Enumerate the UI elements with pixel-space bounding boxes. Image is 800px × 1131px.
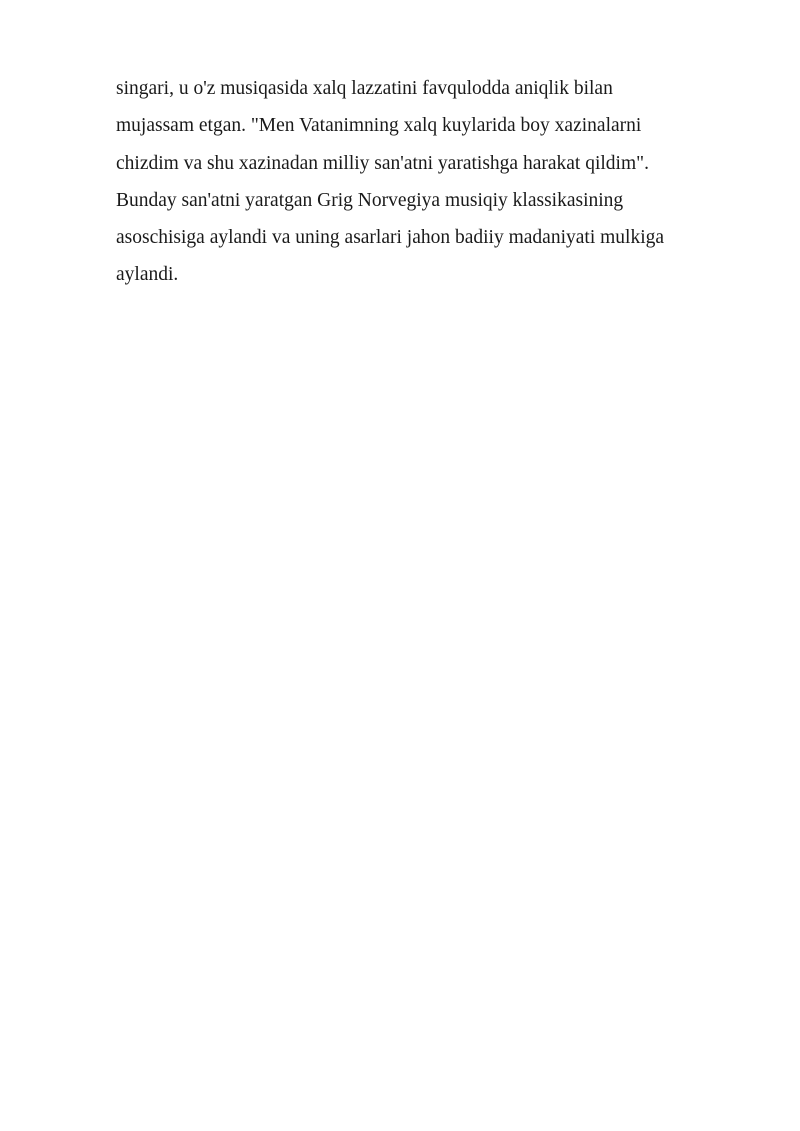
paragraph-line: aylandi. bbox=[116, 264, 179, 286]
paragraph-line: singari, u o'z musiqasida xalq lazzatini favqulodda aniqlik bilan bbox=[116, 78, 613, 99]
paragraph-line: asoschisiga aylandi va uning asarlari jahon badiiy madaniyati mulkiga bbox=[116, 227, 665, 249]
paragraph-line: mujassam etgan. "Men Vatanimning xalq kuylarida boy xazinalarni bbox=[116, 115, 642, 137]
paragraph-line: Bunday san'atni yaratgan Grig Norvegiya musiqiy klassikasining bbox=[116, 189, 624, 211]
paragraph-line: chizdim va shu xazinadan milliy san'atni yaratishga harakat qildim". bbox=[116, 152, 649, 174]
body-paragraph bbox=[116, 70, 736, 294]
